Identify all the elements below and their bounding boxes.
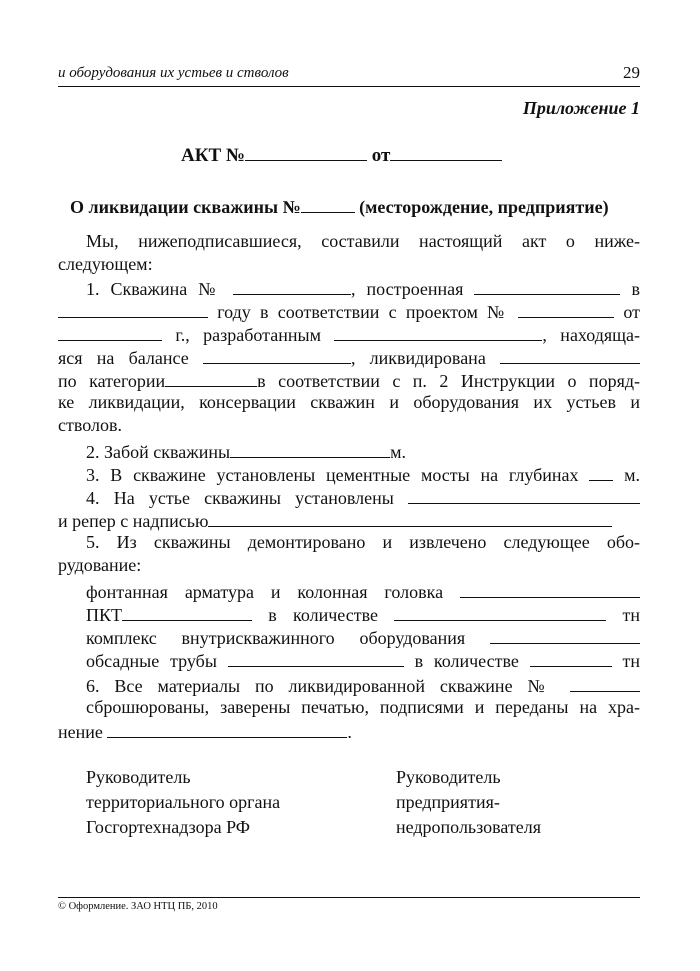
p6-text-c: нение [58, 722, 103, 743]
p3-line [86, 463, 640, 486]
act-title-prefix: АКТ № [181, 145, 246, 167]
p1-text-e: от [623, 302, 640, 323]
signature-left [86, 765, 280, 840]
p6-text-a: 6. Все материалы по ликвидированной скважине № [86, 676, 556, 697]
p4-blank-inscription [208, 509, 612, 527]
page-number: 29 [623, 63, 640, 82]
p5-text-j: тн [622, 651, 640, 672]
p1-text-i: , ликвидирована [350, 348, 486, 369]
p5-text-d: ПКТ [86, 605, 122, 626]
signature-right-line-1: Руководитель [396, 767, 501, 787]
p3-blank-depths [589, 463, 613, 481]
p5-text-h: обсадные трубы [86, 651, 217, 672]
p5-blank-casing-qty [530, 649, 612, 667]
p4-text-a: 4. На устье скважины установлены [86, 488, 394, 509]
p1-text-g: , находяща- [542, 325, 640, 346]
p2-text-b: м. [390, 442, 406, 463]
p5-text-f: тн [622, 605, 640, 626]
p1-text-j-group [58, 371, 640, 391]
p1-text-j: по категории [58, 371, 166, 392]
act-title [181, 142, 502, 167]
p1-blank-category [165, 369, 257, 387]
act-subject [70, 195, 609, 218]
footer-rule [58, 897, 640, 898]
p2-text-a: 2. Забой скважины [86, 442, 231, 463]
p1-text-c: в [631, 279, 640, 300]
p1-line-3 [58, 323, 640, 346]
p3-text-b: м. [624, 465, 640, 486]
signature-right [396, 765, 541, 840]
p1-text-h: яся на балансе [58, 348, 189, 369]
signature-left-line-3: Госгортехнадзора РФ [86, 817, 250, 837]
act-date-blank [390, 142, 502, 161]
p5-blank-casing [228, 649, 404, 667]
p1-blank-developer [334, 325, 640, 345]
p5-blank-wellhead [460, 580, 640, 598]
p1-text-b: , построенная [351, 279, 464, 300]
p1-blank-balance [203, 348, 486, 368]
p1-line-4 [58, 346, 640, 369]
p2-blank-depth [230, 440, 390, 458]
act-number-blank [245, 142, 367, 161]
signature-left-line-1: Руководитель [86, 767, 191, 787]
p5-line-2: рудование: [58, 555, 142, 575]
p5-line-4 [86, 603, 640, 626]
p1-text-f: г., разработанным [175, 325, 321, 346]
signature-right-line-3: недропользователя [396, 817, 542, 837]
p1-text-k: в соответствии с п. 2 Инструкции о поряд- [257, 371, 640, 392]
p4-text-b: и репер с надписью [58, 511, 209, 532]
p4-blank-installed [408, 486, 640, 504]
p1-blank-built [474, 277, 620, 295]
p5-blank-pkt-qty [394, 603, 606, 621]
p1-blank-number [233, 279, 463, 299]
p5-line-3 [86, 580, 640, 603]
subject-prefix: О ликвидации скважины № [70, 197, 301, 218]
p5-text-e: в количестве [268, 605, 378, 626]
running-title: и оборудования их устьев и стволов [58, 65, 289, 81]
p5-blank-pkt [122, 603, 252, 621]
well-number-blank [301, 195, 355, 213]
p1-blank-year [58, 300, 208, 318]
p1-text-a: 1. Скважина № [86, 279, 222, 300]
p1-blank-date [58, 323, 162, 341]
p6-line-3 [58, 720, 352, 743]
footer-copyright: © Оформление. ЗАО НТЦ ПБ, 2010 [58, 901, 218, 912]
p6-blank-storage [107, 720, 347, 738]
annex-label: Приложение 1 [522, 98, 640, 118]
p3-text-a: 3. В скважине установлены цементные мосты на глубинах [86, 465, 579, 486]
header-rule [58, 86, 640, 87]
p5-pkt-group [86, 605, 252, 625]
p1-text-d: году в соответствии с проектом № [217, 302, 509, 323]
p5-line-6 [86, 649, 640, 672]
p1-line-5 [58, 369, 640, 392]
subject-suffix: (месторождение, предприятие) [359, 197, 609, 218]
act-title-from: от [371, 145, 391, 167]
p1-blank-liquidated [500, 346, 640, 364]
p6-line-2: сброшюрованы, заверены печатью, подписями и переданы на хра- [86, 697, 640, 717]
p6-text-d: . [347, 722, 352, 743]
p2-line [86, 440, 406, 463]
p4-line-2 [58, 509, 612, 532]
p5-line-5 [86, 626, 640, 649]
p5-text-i: в количестве [414, 651, 519, 672]
p1-line-1 [86, 277, 640, 300]
p5-blank-downhole [490, 626, 640, 644]
signature-right-line-2: предприятия- [396, 792, 500, 812]
p1-blank-project [518, 300, 614, 318]
p1-line-6: ке ликвидации, консервации скважин и оборудования их устьев и [58, 392, 640, 412]
p6-line-1 [86, 674, 640, 697]
p5-text-c: фонтанная арматура и колонная головка [86, 582, 444, 603]
intro-line-1: Мы, нижеподписавшиеся, составили настоящий акт о ниже- [86, 231, 640, 251]
p4-line-1 [86, 486, 640, 509]
signature-left-line-2: территориального органа [86, 792, 281, 812]
p1-line-7: стволов. [58, 415, 122, 435]
p6-blank-well [570, 674, 640, 692]
p5-line-1: 5. Из скважины демонтировано и извлечено следующее обо- [86, 532, 640, 552]
intro-line-2: следующем: [58, 254, 153, 274]
p5-text-g: комплекс внутрискважинного оборудования [86, 628, 466, 649]
p1-line-2 [58, 300, 640, 323]
